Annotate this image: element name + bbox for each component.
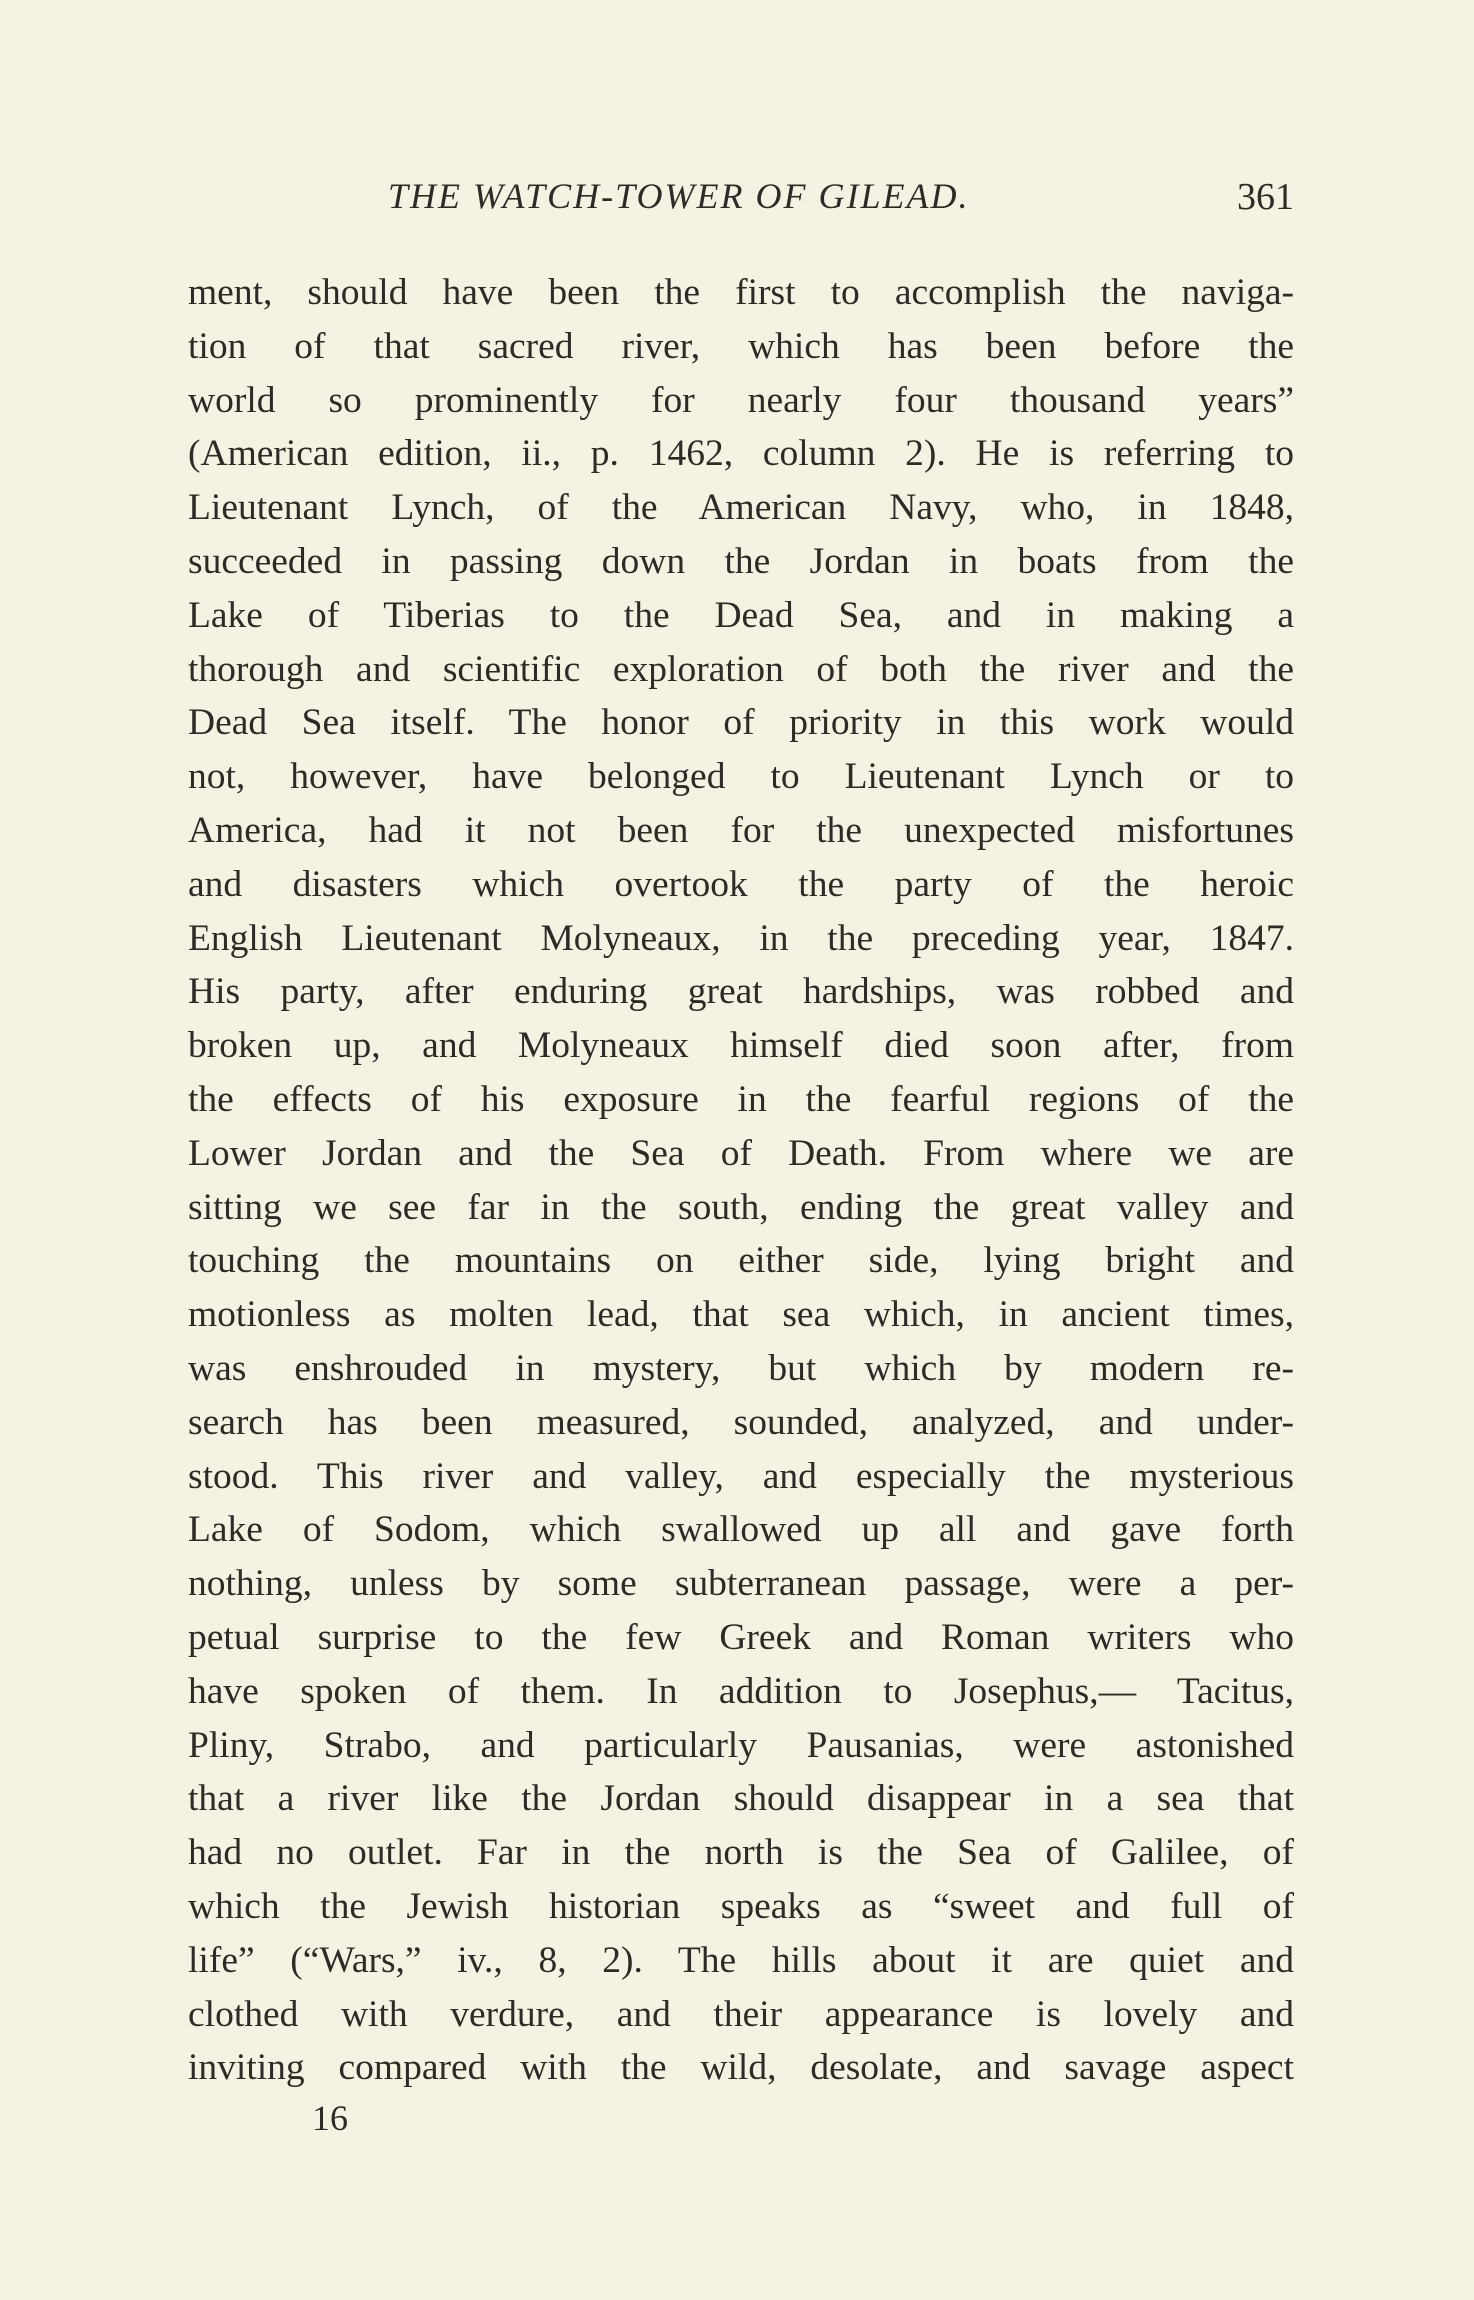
text-line: Lieutenant Lynch, of the American Navy, who, in 1848, — [188, 487, 1294, 529]
text-line: world so prominently for nearly four thousand years” — [188, 379, 1294, 421]
text-line: Lake of Sodom, which swallowed up all and gave forth — [188, 1509, 1294, 1551]
text-line: America, had it not been for the unexpected misfortunes — [188, 809, 1294, 851]
text-line: was enshrouded in mystery, but which by modern re- — [188, 1347, 1294, 1389]
text-line: had no outlet. Far in the north is the Sea of Galilee, of — [188, 1832, 1294, 1874]
text-line: that a river like the Jordan should disappear in a sea that — [188, 1778, 1294, 1820]
text-line: touching the mountains on either side, lying bright and — [188, 1240, 1294, 1282]
running-header — [188, 175, 1294, 229]
text-line: Pliny, Strabo, and particularly Pausanias, were astonished — [188, 1724, 1294, 1766]
signature-mark: 16 — [312, 2098, 348, 2138]
text-line: inviting compared with the wild, desolate, and savage aspect — [188, 2047, 1294, 2089]
text-line: tion of that sacred river, which has been before the — [188, 325, 1294, 367]
text-line: petual surprise to the few Greek and Roman writers who — [188, 1616, 1294, 1658]
text-line: ment, should have been the first to accomplish the naviga- — [188, 272, 1294, 313]
text-line: and disasters which overtook the party of the heroic — [188, 863, 1294, 905]
text-line: motionless as molten lead, that sea which, in ancient times, — [188, 1294, 1294, 1336]
text-line: have spoken of them. In addition to Josephus,— Tacitus, — [188, 1670, 1294, 1712]
text-line: search has been measured, sounded, analyzed, and under- — [188, 1401, 1294, 1443]
text-line: Lake of Tiberias to the Dead Sea, and in making a — [188, 594, 1294, 636]
text-line: clothed with verdure, and their appearance is lovely and — [188, 1993, 1294, 2035]
text-line: stood. This river and valley, and especially the mysterious — [188, 1455, 1294, 1497]
text-line: (American edition, ii., p. 1462, column 2). He is referring to — [188, 433, 1294, 475]
text-line: broken up, and Molyneaux himself died soon after, from — [188, 1025, 1294, 1067]
running-title: THE WATCH-TOWER OF GILEAD. — [388, 176, 970, 216]
text-line: Lower Jordan and the Sea of Death. From where we are — [188, 1132, 1294, 1174]
text-line: which the Jewish historian speaks as “sweet and full of — [188, 1885, 1294, 1927]
text-line: Dead Sea itself. The honor of priority in this work would — [188, 702, 1294, 744]
text-line: sitting we see far in the south, ending the great valley and — [188, 1186, 1294, 1228]
body-text — [188, 266, 1294, 2095]
text-line: the effects of his exposure in the fearful regions of the — [188, 1078, 1294, 1120]
text-line: succeeded in passing down the Jordan in boats from the — [188, 540, 1294, 582]
text-line: His party, after enduring great hardships, was robbed and — [188, 971, 1294, 1013]
page-number: 361 — [1237, 176, 1294, 218]
text-line: thorough and scientific exploration of both the river and the — [188, 648, 1294, 690]
text-line: English Lieutenant Molyneaux, in the preceding year, 1847. — [188, 917, 1294, 959]
text-line: life” (“Wars,” iv., 8, 2). The hills about it are quiet and — [188, 1939, 1294, 1981]
text-line: nothing, unless by some subterranean passage, were a per- — [188, 1563, 1294, 1605]
text-line: not, however, have belonged to Lieutenant Lynch or to — [188, 756, 1294, 798]
